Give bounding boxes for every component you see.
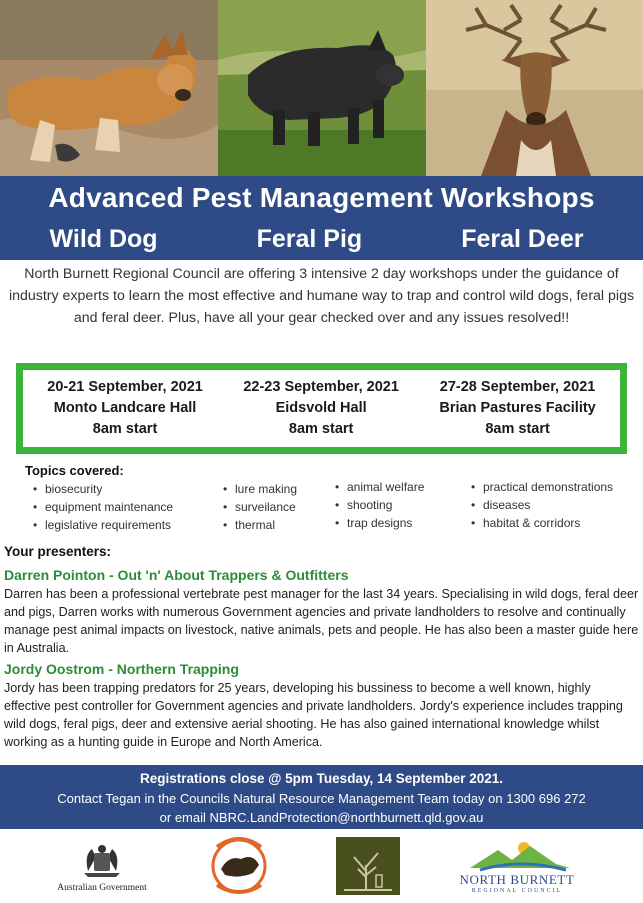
list-item: • shooting xyxy=(333,496,424,514)
topics-column-1 xyxy=(31,480,173,534)
animal-wild-dog: Wild Dog xyxy=(49,225,158,253)
topics-column-4 xyxy=(469,478,613,532)
presenter-bio: Jordy has been trapping predators for 25 years, developing his bussiness to become a well known, highly effective pest controller for Government agencies and private landholders. Jordy's experience includes trapping wild dogs, feral pigs, deer and extensive aerial shooting. He has also gained international knowledge whilst working as a hunting guide in Europe and North America. xyxy=(4,681,623,749)
session-time: 8am start xyxy=(485,421,550,437)
list-item: • animal welfare xyxy=(333,478,424,496)
coat-of-arms-icon xyxy=(54,841,150,881)
animal-list xyxy=(0,217,643,257)
topics-column-3 xyxy=(333,478,424,532)
northern-trapping-logo xyxy=(336,837,400,895)
list-item: • legislative requirements xyxy=(31,516,173,534)
list-item: • practical demonstrations xyxy=(469,478,613,496)
list-item: • biosecurity xyxy=(31,480,173,498)
session-time: 8am start xyxy=(288,421,354,437)
presenter-name: Darren Pointon - Out 'n' About Trappers & Outfitters xyxy=(4,567,349,583)
out-n-about-trappers-logo xyxy=(203,835,275,897)
list-item: • habitat & corridors xyxy=(469,514,613,532)
session-monto xyxy=(47,377,203,440)
session-venue: Brian Pastures Facility xyxy=(439,400,596,416)
list-item: • surveilance xyxy=(221,498,297,516)
topics-title: Topics covered: xyxy=(25,463,124,478)
session-time: 8am start xyxy=(92,421,158,437)
intro-paragraph: North Burnett Regional Council are offering 3 intensive 2 day workshops under the guidance of industry experts to learn the most effective and humane way to trap and control wild dogs, feral pigs and feral deer. Plus, have all your gear checked over and any issues resolved!! xyxy=(8,266,635,326)
presenters-title: Your presenters: xyxy=(4,544,112,559)
list-item: • equipment maintenance xyxy=(31,498,173,516)
session-venue: Monto Landcare Hall xyxy=(53,400,197,416)
page-title: Advanced Pest Management Workshops xyxy=(48,182,595,213)
australian-government-logo xyxy=(54,841,150,895)
topics-columns xyxy=(25,478,635,534)
title-banner xyxy=(0,176,643,260)
registration-email[interactable]: or email NBRC.LandProtection@northburnett.qld.gov.au xyxy=(159,810,484,825)
presenter-bio: Darren has been a professional vertebrate pest manager for the last 34 years. Specialising in wild dogs, feral deer and pigs, Darren works with numerous Government agencies and private landholders to resolve and continually manage pest animal impacts on livestock, native animals, pets and people. He has also been a master guide here in Australia. xyxy=(4,587,639,655)
list-item: • lure making xyxy=(221,480,297,498)
list-item: • thermal xyxy=(221,516,297,534)
registration-contact: Contact Tegan in the Councils Natural Resource Management Team today on 1300 696 272 xyxy=(57,791,586,806)
topics-section xyxy=(25,463,635,534)
header-photos xyxy=(0,0,643,176)
session-brian-pastures xyxy=(439,377,595,440)
north-burnett-logo xyxy=(450,838,584,896)
session-date: 20-21 September, 2021 xyxy=(47,379,203,395)
australian-government-text: Australian Government xyxy=(57,883,147,893)
topics-column-2 xyxy=(221,480,297,534)
north-burnett-subtitle: REGIONAL COUNCIL xyxy=(471,888,563,894)
session-date: 27-28 September, 2021 xyxy=(439,379,596,395)
session-date: 22-23 September, 2021 xyxy=(243,379,399,395)
presenters-section xyxy=(4,542,640,751)
list-item: • trap designs xyxy=(333,514,424,532)
feral-pig-photo xyxy=(218,0,426,176)
registration-bar xyxy=(0,765,643,829)
north-burnett-title: NORTH BURNETT xyxy=(459,872,575,887)
list-item: • diseases xyxy=(469,496,613,514)
registration-deadline: Registrations close @ 5pm Tuesday, 14 September 2021. xyxy=(139,771,504,786)
feral-deer-photo xyxy=(426,0,643,176)
sessions-box xyxy=(16,363,627,454)
session-eidsvold xyxy=(243,377,399,440)
session-venue: Eidsvold Hall xyxy=(275,400,367,416)
logos-row xyxy=(0,829,643,903)
wild-dog-photo xyxy=(0,0,218,176)
animal-feral-pig: Feral Pig xyxy=(256,225,363,253)
presenter-name: Jordy Oostrom - Northern Trapping xyxy=(4,661,239,677)
animal-feral-deer: Feral Deer xyxy=(461,225,584,253)
